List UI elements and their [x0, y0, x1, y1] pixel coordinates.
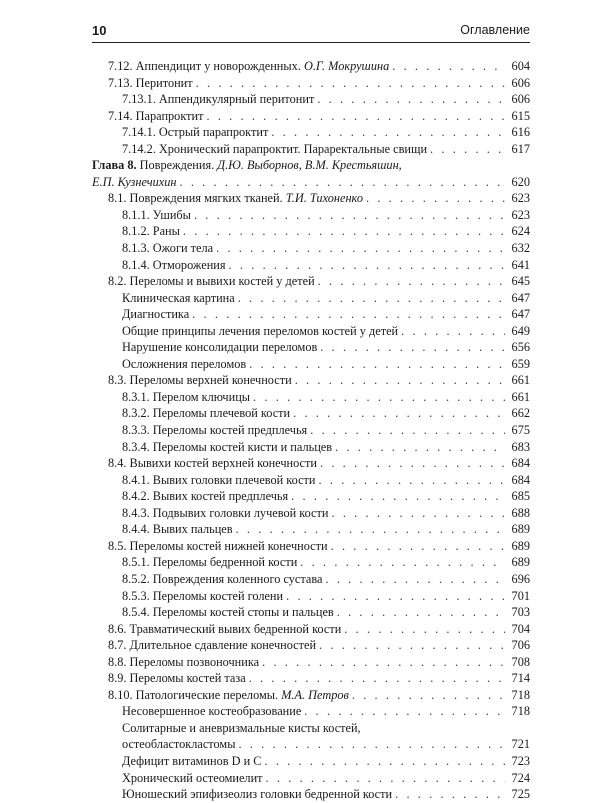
toc-entry-title: [108, 538, 328, 555]
toc-entry-title: [108, 455, 317, 472]
entry-text: 8.9. Переломы костей таза: [108, 671, 246, 686]
entry-page-number: 718: [511, 687, 530, 702]
entry-page-number: 684: [511, 456, 530, 471]
dot-leader: [192, 306, 505, 323]
entry-author: М.А. Петров: [281, 687, 349, 702]
entry-text: 8.4. Вывихи костей верхней конечности: [108, 456, 317, 471]
entry-page-number: 661: [511, 373, 530, 388]
entry-text: Несовершенное костеобразование: [122, 704, 302, 719]
dot-leader: [249, 356, 505, 373]
toc-entry-title: [122, 240, 213, 257]
toc-entry: [92, 323, 530, 340]
toc-entry: [92, 257, 530, 274]
dot-leader: [249, 670, 505, 687]
entry-page-number: 701: [511, 588, 530, 603]
entry-page-number: 706: [511, 638, 530, 653]
toc-entry: [92, 372, 530, 389]
toc-entry-title: [122, 306, 189, 323]
entry-page-number: 624: [511, 224, 530, 239]
toc-entry: [92, 157, 530, 174]
dot-leader: [271, 124, 505, 141]
entry-author: Д.Ю. Выборнов, В.М. Крестьяшин,: [217, 158, 402, 173]
toc-entry: [92, 770, 530, 787]
entry-page-number: 688: [511, 505, 530, 520]
toc-entry: [92, 571, 530, 588]
dot-leader: [392, 58, 505, 75]
entry-page-number: 623: [511, 191, 530, 206]
section-title: Оглавление: [460, 23, 530, 37]
toc-entry-title: [122, 124, 268, 141]
entry-author: Е.П. Кузнечихин: [92, 174, 177, 189]
entry-page-number: 675: [511, 423, 530, 438]
dot-leader: [262, 654, 505, 671]
entry-text: 8.2. Переломы и вывихи костей у детей: [108, 274, 315, 289]
entry-text: 8.5.1. Переломы бедренной кости: [122, 555, 298, 570]
dot-leader: [331, 505, 505, 522]
entry-page-number: 632: [511, 241, 530, 256]
toc-entry: [92, 505, 530, 522]
entry-text: 7.14. Парапроктит: [108, 108, 204, 123]
toc-entry-title: [122, 223, 180, 240]
toc-entry-title: [122, 389, 250, 406]
entry-page-number: 684: [511, 472, 530, 487]
entry-text: Хронический остеомиелит: [122, 770, 263, 785]
toc-entry-title: [108, 654, 259, 671]
toc-entry: [92, 472, 530, 489]
entry-page-number: 689: [511, 555, 530, 570]
entry-text: Общие принципы лечения переломов костей у детей: [122, 323, 399, 338]
dot-leader: [430, 141, 505, 158]
entry-text: Юношеский эпифизеолиз головки бедренной кости: [122, 787, 393, 802]
toc-entry: [92, 753, 530, 770]
toc-entry: [92, 654, 530, 671]
toc-entry-title: [122, 422, 307, 439]
toc-entry-title: [122, 207, 191, 224]
toc-entry: [92, 389, 530, 406]
toc-entry-title: [122, 257, 226, 274]
entry-text: 8.5.4. Переломы костей стопы и пальцев: [122, 605, 334, 620]
toc-entry: [92, 190, 530, 207]
toc-entry-title: [108, 273, 315, 290]
entry-text: остеобластокластомы: [122, 737, 236, 752]
entry-text: Солитарные и аневризмальные кисты костей,: [122, 720, 361, 735]
toc-entry-title: [122, 439, 332, 456]
entry-page-number: 659: [511, 356, 530, 371]
entry-text: 8.5.2. Повреждения коленного сустава: [122, 571, 323, 586]
toc-entry-title: [122, 521, 233, 538]
entry-page-number: 708: [511, 654, 530, 669]
entry-text: 7.14.2. Хронический парапроктит. Параректальные свищи: [122, 141, 428, 156]
toc-entry: [92, 588, 530, 605]
entry-text: 8.7. Длительное сдавление конечностей: [108, 638, 317, 653]
toc-entry: [92, 356, 530, 373]
toc-entry: [92, 786, 530, 803]
dot-leader: [216, 240, 505, 257]
toc-entry: [92, 521, 530, 538]
entry-text: Клиническая картина: [122, 290, 235, 305]
entry-page-number: 721: [511, 737, 530, 752]
entry-page-number: 689: [511, 538, 530, 553]
entry-text: 8.6. Травматический вывих бедренной кости: [108, 621, 342, 636]
entry-text: 8.4.1. Вывих головки плечевой кости: [122, 472, 316, 487]
dot-leader: [335, 439, 505, 456]
dot-leader: [352, 687, 505, 704]
entry-text: 8.3.4. Переломы костей кисти и пальцев: [122, 439, 333, 454]
toc-entry-title: [108, 108, 203, 125]
entry-page-number: 604: [511, 59, 530, 73]
toc-entry-title: [108, 372, 292, 389]
entry-text: 8.1. Повреждения мягких тканей.: [108, 191, 286, 206]
toc-entry: [92, 687, 530, 704]
toc-entry-title: [122, 720, 361, 737]
dot-leader: [196, 75, 505, 92]
toc-entry-title: [122, 588, 283, 605]
toc-entry: [92, 141, 530, 158]
toc-entry: [92, 554, 530, 571]
dot-leader: [194, 207, 505, 224]
toc-entry: [92, 174, 530, 191]
dot-leader: [344, 621, 505, 638]
entry-page-number: 696: [511, 571, 530, 586]
toc-entry-title: [122, 323, 398, 340]
dot-leader: [229, 257, 505, 274]
toc-entry: [92, 720, 530, 737]
toc-entry: [92, 290, 530, 307]
dot-leader: [236, 521, 505, 538]
dot-leader: [266, 770, 505, 787]
entry-text: 8.3. Переломы верхней конечности: [108, 373, 292, 388]
entry-page-number: 723: [511, 753, 530, 768]
dot-leader: [318, 273, 505, 290]
toc-entry: [92, 58, 530, 75]
dot-leader: [317, 91, 505, 108]
table-of-contents: [92, 58, 530, 803]
entry-page-number: 606: [511, 92, 530, 107]
entry-page-number: 617: [511, 141, 530, 156]
toc-entry: [92, 703, 530, 720]
dot-leader: [395, 786, 505, 803]
toc-entry-title: [122, 472, 316, 489]
toc-entry: [92, 637, 530, 654]
toc-entry: [92, 306, 530, 323]
toc-entry: [92, 124, 530, 141]
toc-entry: [92, 736, 530, 753]
dot-leader: [286, 588, 505, 605]
entry-text: 7.12. Аппендицит у новорожденных.: [108, 59, 304, 73]
toc-entry-title: [108, 75, 193, 92]
toc-entry-title: [92, 174, 176, 191]
dot-leader: [293, 405, 505, 422]
entry-text: 8.5.3. Переломы костей голени: [122, 588, 284, 603]
toc-entry-title: [122, 571, 322, 588]
toc-entry: [92, 455, 530, 472]
dot-leader: [238, 736, 505, 753]
entry-text: 8.1.2. Раны: [122, 224, 180, 239]
entry-text: 8.3.3. Переломы костей предплечья: [122, 423, 308, 438]
entry-page-number: 641: [511, 257, 530, 272]
page-number: 10: [92, 23, 107, 38]
entry-page-number: 718: [511, 704, 530, 719]
dot-leader: [319, 637, 505, 654]
entry-text: 8.5. Переломы костей нижней конечности: [108, 538, 328, 553]
dot-leader: [337, 604, 505, 621]
toc-entry: [92, 670, 530, 687]
toc-entry-title: [108, 190, 363, 207]
toc-entry: [92, 488, 530, 505]
toc-entry-title: [122, 141, 427, 158]
toc-entry: [92, 422, 530, 439]
dot-leader: [304, 703, 505, 720]
entry-page-number: 649: [511, 323, 530, 338]
toc-entry-title: [122, 505, 328, 522]
toc-entry: [92, 604, 530, 621]
dot-leader: [238, 290, 505, 307]
dot-leader: [319, 472, 505, 489]
dot-leader: [320, 339, 505, 356]
entry-page-number: 725: [511, 787, 530, 802]
entry-page-number: 656: [511, 340, 530, 355]
running-header: [92, 22, 530, 43]
toc-entry: [92, 538, 530, 555]
dot-leader: [295, 372, 505, 389]
dot-leader: [253, 389, 505, 406]
entry-page-number: 647: [511, 290, 530, 305]
entry-text: 8.8. Переломы позвоночника: [108, 654, 260, 669]
toc-entry-title: [122, 753, 261, 770]
toc-entry-title: [122, 554, 297, 571]
toc-entry: [92, 75, 530, 92]
entry-page-number: 620: [511, 174, 530, 189]
dot-leader: [401, 323, 505, 340]
entry-text: 7.13.1. Аппендикулярный перитонит: [122, 92, 315, 107]
dot-leader: [320, 455, 505, 472]
entry-page-number: 683: [511, 439, 530, 454]
entry-text: 8.3.2. Переломы плечевой кости: [122, 406, 291, 421]
dot-leader: [325, 571, 505, 588]
entry-text: 8.1.1. Ушибы: [122, 207, 191, 222]
dot-leader: [310, 422, 505, 439]
entry-text: 8.4.2. Вывих костей предплечья: [122, 489, 289, 504]
entry-page-number: 623: [511, 207, 530, 222]
toc-entry-title: [108, 687, 349, 704]
entry-page-number: 647: [511, 307, 530, 322]
entry-page-number: 606: [511, 75, 530, 90]
toc-entry: [92, 273, 530, 290]
toc-entry-title: [122, 736, 235, 753]
entry-text: 8.1.3. Ожоги тела: [122, 241, 214, 256]
entry-page-number: 724: [511, 770, 530, 785]
toc-entry-title: [122, 290, 235, 307]
toc-entry: [92, 223, 530, 240]
toc-entry-title: [122, 770, 263, 787]
toc-entry: [92, 240, 530, 257]
toc-entry: [92, 207, 530, 224]
toc-entry-title: [122, 91, 314, 108]
dot-leader: [264, 753, 505, 770]
toc-entry: [92, 91, 530, 108]
entry-page-number: 685: [511, 489, 530, 504]
entry-text: Дефицит витаминов D и C: [122, 753, 262, 768]
entry-text: 8.10. Патологические переломы.: [108, 687, 282, 702]
entry-text: 8.4.4. Вывих пальцев: [122, 522, 233, 537]
toc-entry-title: [122, 405, 290, 422]
entry-page-number: 703: [511, 605, 530, 620]
toc-entry-title: [108, 670, 246, 687]
entry-text: Нарушение консолидации переломов: [122, 340, 318, 355]
dot-leader: [300, 554, 505, 571]
toc-entry: [92, 439, 530, 456]
toc-entry-title: [122, 604, 334, 621]
entry-page-number: 689: [511, 522, 530, 537]
entry-text: 8.4.3. Подвывих головки лучевой кости: [122, 505, 329, 520]
toc-entry: [92, 108, 530, 125]
entry-author: О.Г. Мокрушина: [303, 59, 390, 73]
entry-page-number: 662: [511, 406, 530, 421]
entry-page-number: 645: [511, 274, 530, 289]
dot-leader: [331, 538, 505, 555]
dot-leader: [366, 190, 505, 207]
entry-page-number: 714: [511, 671, 530, 686]
dot-leader: [179, 174, 505, 191]
toc-entry-title: [122, 703, 301, 720]
entry-text: Осложнения переломов: [122, 356, 247, 371]
toc-entry-title: [108, 637, 316, 654]
entry-page-number: 704: [511, 621, 530, 636]
dot-leader: [206, 108, 505, 125]
entry-page-number: 616: [511, 125, 530, 140]
entry-page-number: 615: [511, 108, 530, 123]
entry-text: Повреждения.: [136, 158, 218, 173]
dot-leader: [183, 223, 505, 240]
entry-text: 8.3.1. Перелом ключицы: [122, 389, 251, 404]
dot-leader: [291, 488, 505, 505]
toc-entry: [92, 621, 530, 638]
toc-entry-title: [92, 157, 402, 174]
toc-entry-title: [108, 621, 341, 638]
entry-author: Т.И. Тихоненко: [285, 191, 363, 206]
toc-entry: [92, 405, 530, 422]
toc-entry-title: [122, 786, 392, 803]
entry-text: 7.13. Перитонит: [108, 75, 193, 90]
entry-text: 7.14.1. Острый парапроктит: [122, 125, 269, 140]
toc-entry: [92, 339, 530, 356]
entry-text: 8.1.4. Отморожения: [122, 257, 226, 272]
entry-text: Диагностика: [122, 307, 190, 322]
toc-entry-title: [122, 488, 288, 505]
entry-page-number: 661: [511, 389, 530, 404]
chapter-label: Глава 8.: [92, 158, 137, 173]
toc-entry-title: [108, 58, 389, 75]
toc-entry-title: [122, 339, 317, 356]
toc-entry-title: [122, 356, 246, 373]
